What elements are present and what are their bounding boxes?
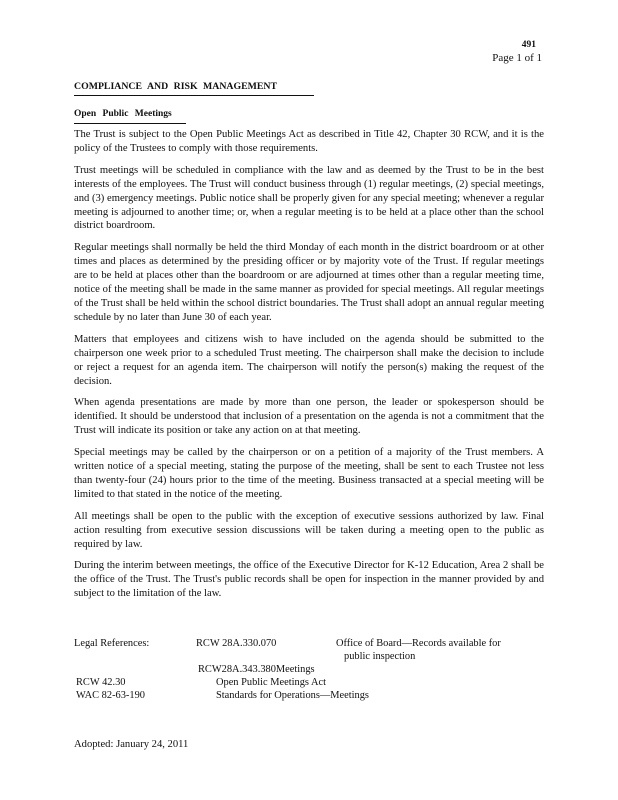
reference-description: Office of Board—Records available for (336, 638, 501, 649)
reference-code: RCW 28A.330.070 (196, 638, 277, 649)
reference-code: WAC 82-63-190 (76, 690, 145, 701)
reference-description: Open Public Meetings Act (216, 677, 326, 688)
legal-references-label: Legal References: (74, 638, 150, 649)
policy-body (74, 128, 544, 609)
section-title: COMPLIANCE AND RISK MANAGEMENT (74, 80, 314, 96)
paragraph: Regular meetings shall normally be held the third Monday of each month in the district boardroom or at other times and places as determined by the presiding officer or by majority vote of the Trust. If regular meetings are to be held at places other than the boardroom or are adjourned at times other than a regular meeting time, notice of the meeting shall be made in the same manner as provided for special meetings. All regular meetings of the Trust shall be held within the school district boundaries. The Trust shall adopt an annual regular meeting schedule by no later than June 30 of each year. (74, 242, 544, 323)
paragraph: All meetings shall be open to the public with the exception of executive sessions authorized by law. Final action resulting from executive session discussions will be taken during a meeting open to the public as required by law. (74, 510, 544, 550)
reference-row (74, 637, 554, 650)
adopted-date: Adopted: January 24, 2011 (74, 739, 189, 750)
reference-code: RCW 42.30 (76, 677, 126, 688)
paragraph: Special meetings may be called by the chairperson or on a petition of a majority of the Trust members. A written notice of a special meeting, stating the purpose of the meeting, shall be sent to each Trustee not less than twenty-four (24) hours prior to the time of the meeting. Business transacted at a special meeting will be limited to that stated in the notice of the meeting. (74, 447, 544, 500)
reference-description: Standards for Operations—Meetings (216, 690, 369, 701)
reference-row (74, 676, 554, 689)
policy-title: Open Public Meetings (74, 108, 186, 124)
paragraph: Matters that employees and citizens wish to have included on the agenda should be submitted to the chairperson one week prior to a scheduled Trust meeting. The chairperson shall make the decision to include or reject a request for an agenda item. The chairperson will notify the person(s) making the request of the decision. (74, 333, 544, 387)
paragraph: The Trust is subject to the Open Public Meetings Act as described in Title 42, Chapter 30 RCW, and it is the policy of the Trustees to comply with those requirements. (74, 129, 544, 154)
policy-number: 491 (521, 40, 536, 50)
legal-references (74, 637, 554, 702)
paragraph: During the interim between meetings, the office of the Executive Director for K-12 Education, Area 2 shall be the office of the Trust. The Trust's public records shall be open for inspection in the manner provided by and subject to the limitation of the law. (74, 560, 544, 600)
reference-row (74, 689, 554, 702)
reference-code: RCW28A.343.380Meetings (198, 664, 315, 675)
reference-row (74, 650, 554, 663)
page-count: Page 1 of 1 (492, 52, 542, 64)
reference-row (74, 663, 554, 676)
paragraph: Trust meetings will be scheduled in compliance with the law and as deemed by the Trust to be in the best interests of the employees. The Trust will conduct business through (1) regular meetings, (2) special meetings, and (3) emergency meetings. Public notice shall be properly given for any special meeting; whenever a regular meeting is adjourned to another time; or, when a regular meeting is to be held at a place other than the school district boardroom. (74, 164, 544, 232)
reference-description: public inspection (344, 651, 416, 662)
paragraph: When agenda presentations are made by more than one person, the leader or spokesperson should be identified. It should be understood that inclusion of a presentation on the agenda is not a commitment that the Trust will indicate its position or take any action on at that meeting. (74, 397, 544, 437)
